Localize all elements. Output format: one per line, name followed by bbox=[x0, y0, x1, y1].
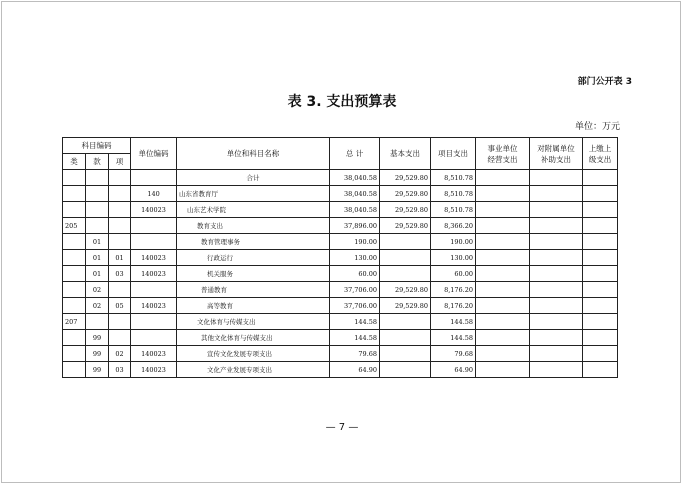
cell-code bbox=[131, 314, 177, 330]
cell-lei bbox=[63, 202, 86, 218]
cell-project: 60.00 bbox=[431, 266, 476, 282]
table-row bbox=[63, 346, 618, 362]
cell-lei bbox=[63, 346, 86, 362]
header-project: 项目支出 bbox=[431, 138, 476, 170]
cell-code: 140023 bbox=[131, 266, 177, 282]
cell-kuan bbox=[86, 218, 109, 234]
cell-kuan: 02 bbox=[86, 282, 109, 298]
header-unit-code: 单位编码 bbox=[131, 138, 177, 170]
header-name: 单位和科目名称 bbox=[177, 138, 330, 170]
cell-kuan bbox=[86, 314, 109, 330]
cell-project: 8,510.78 bbox=[431, 202, 476, 218]
cell-kuan: 02 bbox=[86, 298, 109, 314]
cell-kuan: 01 bbox=[86, 250, 109, 266]
cell-code bbox=[131, 234, 177, 250]
cell-xiang: 03 bbox=[109, 362, 131, 378]
cell-xiang bbox=[109, 202, 131, 218]
cell-business bbox=[476, 202, 530, 218]
cell-total: 190.00 bbox=[330, 234, 380, 250]
cell-upper bbox=[583, 234, 618, 250]
cell-upper bbox=[583, 362, 618, 378]
page-title: 表 3. 支出预算表 bbox=[287, 94, 397, 110]
cell-kuan bbox=[86, 186, 109, 202]
cell-xiang bbox=[109, 186, 131, 202]
cell-business bbox=[476, 186, 530, 202]
cell-name: 宣传文化发展专项支出 bbox=[177, 346, 330, 362]
cell-code: 140023 bbox=[131, 298, 177, 314]
table-row bbox=[63, 330, 618, 346]
cell-lei: 205 bbox=[63, 218, 86, 234]
header-subject-code: 科目编码 bbox=[63, 138, 131, 154]
table-row bbox=[63, 186, 618, 202]
cell-business bbox=[476, 266, 530, 282]
cell-code bbox=[131, 218, 177, 234]
cell-code: 140 bbox=[131, 186, 177, 202]
cell-xiang: 01 bbox=[109, 250, 131, 266]
cell-total: 60.00 bbox=[330, 266, 380, 282]
cell-subsidy bbox=[530, 346, 583, 362]
cell-total: 37,706.00 bbox=[330, 282, 380, 298]
cell-subsidy bbox=[530, 202, 583, 218]
cell-name: 行政运行 bbox=[177, 250, 330, 266]
cell-xiang bbox=[109, 234, 131, 250]
cell-project: 8,510.78 bbox=[431, 170, 476, 186]
cell-basic bbox=[380, 234, 431, 250]
cell-lei bbox=[63, 250, 86, 266]
cell-subsidy bbox=[530, 362, 583, 378]
header-total: 总 计 bbox=[330, 138, 380, 170]
cell-total: 38,040.58 bbox=[330, 170, 380, 186]
cell-code bbox=[131, 282, 177, 298]
cell-kuan: 99 bbox=[86, 346, 109, 362]
cell-lei bbox=[63, 362, 86, 378]
cell-business bbox=[476, 234, 530, 250]
cell-kuan: 99 bbox=[86, 362, 109, 378]
cell-subsidy bbox=[530, 330, 583, 346]
cell-basic: 29,529.80 bbox=[380, 298, 431, 314]
cell-subsidy bbox=[530, 250, 583, 266]
table-row bbox=[63, 314, 618, 330]
cell-basic bbox=[380, 250, 431, 266]
cell-project: 8,510.78 bbox=[431, 186, 476, 202]
cell-code bbox=[131, 170, 177, 186]
cell-subsidy bbox=[530, 218, 583, 234]
cell-upper bbox=[583, 202, 618, 218]
cell-kuan bbox=[86, 170, 109, 186]
cell-subsidy bbox=[530, 170, 583, 186]
cell-basic: 29,529.80 bbox=[380, 170, 431, 186]
header-upper: 上缴上 级支出 bbox=[583, 138, 618, 170]
cell-business bbox=[476, 298, 530, 314]
cell-basic: 29,529.80 bbox=[380, 186, 431, 202]
page-number: — 7 — bbox=[325, 422, 359, 433]
cell-kuan: 01 bbox=[86, 234, 109, 250]
header-business: 事业单位 经营支出 bbox=[476, 138, 530, 170]
cell-total: 79.68 bbox=[330, 346, 380, 362]
cell-business bbox=[476, 250, 530, 266]
cell-code: 140023 bbox=[131, 202, 177, 218]
cell-kuan bbox=[86, 202, 109, 218]
cell-upper bbox=[583, 346, 618, 362]
header-lei: 类 bbox=[63, 154, 86, 170]
table-row bbox=[63, 170, 618, 186]
cell-lei bbox=[63, 282, 86, 298]
cell-kuan: 01 bbox=[86, 266, 109, 282]
cell-business bbox=[476, 282, 530, 298]
cell-name: 高等教育 bbox=[177, 298, 330, 314]
budget-table bbox=[62, 137, 618, 378]
page-tag: 部门公开表 3 bbox=[577, 77, 632, 87]
cell-basic: 29,529.80 bbox=[380, 218, 431, 234]
cell-total: 37,706.00 bbox=[330, 298, 380, 314]
cell-upper bbox=[583, 314, 618, 330]
cell-project: 130.00 bbox=[431, 250, 476, 266]
cell-upper bbox=[583, 330, 618, 346]
cell-business bbox=[476, 362, 530, 378]
header-kuan: 款 bbox=[86, 154, 109, 170]
cell-name: 机关服务 bbox=[177, 266, 330, 282]
cell-upper bbox=[583, 282, 618, 298]
cell-subsidy bbox=[530, 282, 583, 298]
table-row bbox=[63, 250, 618, 266]
cell-basic bbox=[380, 346, 431, 362]
cell-total: 64.90 bbox=[330, 362, 380, 378]
cell-xiang bbox=[109, 282, 131, 298]
cell-upper bbox=[583, 186, 618, 202]
cell-project: 79.68 bbox=[431, 346, 476, 362]
header-basic: 基本支出 bbox=[380, 138, 431, 170]
table-row bbox=[63, 266, 618, 282]
cell-code bbox=[131, 330, 177, 346]
cell-project: 8,366.20 bbox=[431, 218, 476, 234]
cell-business bbox=[476, 330, 530, 346]
cell-name: 教育管理事务 bbox=[177, 234, 330, 250]
cell-project: 190.00 bbox=[431, 234, 476, 250]
cell-lei bbox=[63, 298, 86, 314]
cell-name: 普通教育 bbox=[177, 282, 330, 298]
cell-name: 山东艺术学院 bbox=[177, 202, 330, 218]
cell-basic bbox=[380, 266, 431, 282]
cell-total: 38,040.58 bbox=[330, 202, 380, 218]
cell-kuan: 99 bbox=[86, 330, 109, 346]
cell-lei bbox=[63, 266, 86, 282]
header-xiang: 项 bbox=[109, 154, 131, 170]
cell-name: 合计 bbox=[177, 170, 330, 186]
cell-xiang bbox=[109, 170, 131, 186]
cell-lei bbox=[63, 330, 86, 346]
cell-upper bbox=[583, 250, 618, 266]
table-row bbox=[63, 298, 618, 314]
cell-code: 140023 bbox=[131, 250, 177, 266]
cell-subsidy bbox=[530, 186, 583, 202]
cell-upper bbox=[583, 170, 618, 186]
cell-project: 144.58 bbox=[431, 314, 476, 330]
cell-basic: 29,529.80 bbox=[380, 282, 431, 298]
cell-xiang bbox=[109, 314, 131, 330]
cell-total: 130.00 bbox=[330, 250, 380, 266]
cell-name: 山东省教育厅 bbox=[177, 186, 330, 202]
cell-subsidy bbox=[530, 234, 583, 250]
cell-subsidy bbox=[530, 266, 583, 282]
cell-name: 教育支出 bbox=[177, 218, 330, 234]
cell-name: 文化产业发展专项支出 bbox=[177, 362, 330, 378]
cell-xiang: 03 bbox=[109, 266, 131, 282]
cell-project: 8,176.20 bbox=[431, 282, 476, 298]
cell-name: 其他文化体育与传媒支出 bbox=[177, 330, 330, 346]
cell-business bbox=[476, 314, 530, 330]
cell-project: 144.58 bbox=[431, 330, 476, 346]
cell-xiang: 02 bbox=[109, 346, 131, 362]
cell-project: 8,176.20 bbox=[431, 298, 476, 314]
cell-basic bbox=[380, 330, 431, 346]
cell-total: 144.58 bbox=[330, 314, 380, 330]
cell-subsidy bbox=[530, 314, 583, 330]
cell-lei bbox=[63, 234, 86, 250]
cell-code: 140023 bbox=[131, 346, 177, 362]
cell-business bbox=[476, 218, 530, 234]
cell-business bbox=[476, 346, 530, 362]
cell-xiang: 05 bbox=[109, 298, 131, 314]
cell-subsidy bbox=[530, 298, 583, 314]
unit-label: 单位：万元 bbox=[574, 122, 620, 132]
cell-lei bbox=[63, 186, 86, 202]
cell-basic bbox=[380, 362, 431, 378]
table-row bbox=[63, 234, 618, 250]
cell-upper bbox=[583, 266, 618, 282]
cell-total: 37,896.00 bbox=[330, 218, 380, 234]
header-subsidy: 对附属单位 补助支出 bbox=[530, 138, 583, 170]
cell-project: 64.90 bbox=[431, 362, 476, 378]
table-row bbox=[63, 282, 618, 298]
cell-xiang bbox=[109, 218, 131, 234]
cell-business bbox=[476, 170, 530, 186]
cell-xiang bbox=[109, 330, 131, 346]
table-row bbox=[63, 202, 618, 218]
cell-total: 38,040.58 bbox=[330, 186, 380, 202]
cell-upper bbox=[583, 298, 618, 314]
cell-basic: 29,529.80 bbox=[380, 202, 431, 218]
table-row bbox=[63, 218, 618, 234]
cell-lei: 207 bbox=[63, 314, 86, 330]
cell-total: 144.58 bbox=[330, 330, 380, 346]
cell-basic bbox=[380, 314, 431, 330]
cell-code: 140023 bbox=[131, 362, 177, 378]
cell-upper bbox=[583, 218, 618, 234]
cell-name: 文化体育与传媒支出 bbox=[177, 314, 330, 330]
table-row bbox=[63, 362, 618, 378]
cell-lei bbox=[63, 170, 86, 186]
